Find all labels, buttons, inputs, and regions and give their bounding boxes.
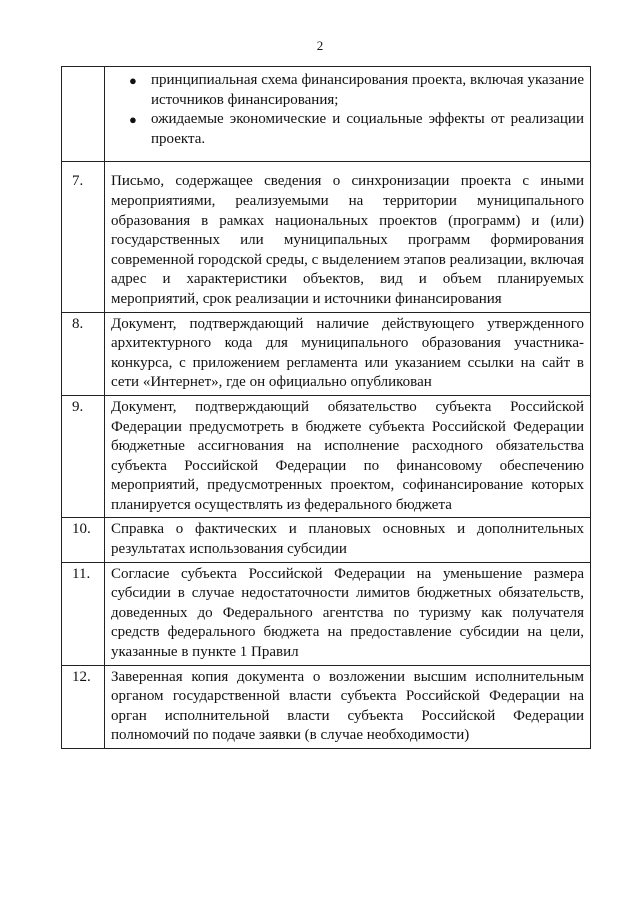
bullet-text: ожидаемые экономические и социальные эффекты от реализации проекта. [151,111,584,147]
table-row-continuation [62,67,591,162]
row-number: 10. [62,518,105,562]
table-row [62,162,591,312]
row-number: 11. [62,562,105,665]
row-text-cell [105,67,591,162]
list-item [111,110,584,149]
page-number: 2 [316,38,324,53]
table-row [62,518,591,562]
row-number-cell-empty [62,67,105,162]
table-row [62,395,591,518]
row-number: 9. [62,395,105,518]
row-number: 8. [62,312,105,395]
row-text: Согласие субъекта Российской Федерации на уменьшение размера субсидии в случае недостаточности лимитов бюджетных обязательств, доведенных до Федерального агентства по туризму как получателя средств федерального бюджета на предоставление субсидии на цели, указанные в пункте 1 Правил [105,562,591,665]
bullet-list [111,71,584,155]
bullet-icon: ● [129,73,137,88]
row-number: 12. [62,665,105,748]
row-text: Документ, подтверждающий обязательство субъекта Российской Федерации предусмотреть в бюджете субъекта Российской Федерации бюджетные ассигнования на исполнение расходного обязательства субъекта Российской Федерации по финансовому обеспечению мероприятий, предусмотренных проектом, софинансирование которых планируется осуществлять из федерального бюджета [105,395,591,518]
row-text: Заверенная копия документа о возложении высшим исполнительным органом государственной власти субъекта Российской Федерации на орган исполнительной власти субъекта Российской Федерации полномочий по подаче заявки (в случае необходимости) [105,665,591,748]
requirements-table [61,66,591,749]
bullet-text: принципиальная схема финансирования проекта, включая указание источников финансирования; [151,72,584,108]
row-number: 7. [62,162,105,312]
table-row [62,312,591,395]
bullet-icon: ● [129,112,137,128]
row-text: Письмо, содержащее сведения о синхронизации проекта с иными мероприятиями, реализуемыми на территории муниципального образования в рамках национальных проектов (программ) и (или) государственных или муниципальных программ формирования современной городской среды, с выделением этапов реализации, включая адрес и характеристики объектов, вид и объем планируемых мероприятий, срок реализации и источники финансирования [105,162,591,312]
table-row [62,562,591,665]
row-text: Документ, подтверждающий наличие действующего утвержденного архитектурного кода для муниципального образования участника-конкурса, с приложением регламента или указанием ссылки на сайт в сети «Интернет», где он официально опубликован [105,312,591,395]
row-text: Справка о фактических и плановых основных и дополнительных результатах использования субсидии [105,518,591,562]
table-row [62,665,591,748]
list-item [111,71,584,110]
